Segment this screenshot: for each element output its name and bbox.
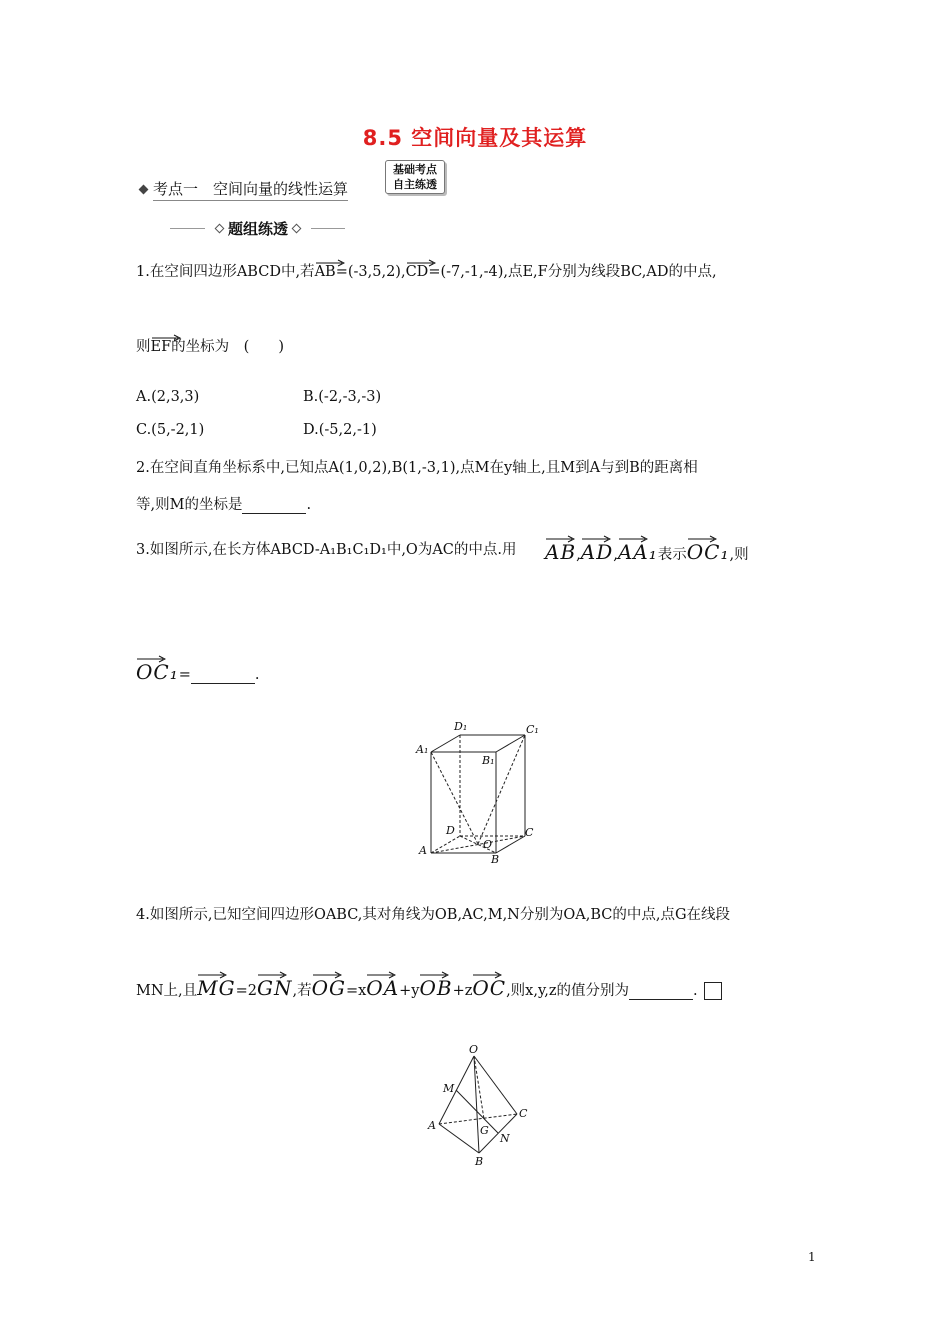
page-title: 8.5 空间向量及其运算 bbox=[362, 126, 588, 150]
q1-mid1: =(-3,5,2), bbox=[335, 264, 406, 280]
answer-blank[interactable] bbox=[242, 499, 306, 514]
label-d1: D₁ bbox=[454, 720, 468, 733]
q2-line1: 2.在空间直角坐标系中,已知点A(1,0,2),B(1,-3,1),点M在y轴上,且M到A与到B的距离相 bbox=[136, 460, 698, 476]
label-b: B bbox=[491, 853, 500, 866]
q4-p8: . bbox=[693, 983, 698, 999]
q3-prefix: 3.如图所示,在长方体ABCD-A₁B₁C₁D₁中,O为AC的中点.用 bbox=[136, 542, 517, 558]
label-a: A bbox=[419, 844, 427, 857]
label-c: C bbox=[519, 1107, 528, 1120]
q4-p3: ,若 bbox=[292, 983, 312, 999]
kaodian-text: 考点一 空间向量的线性运算 bbox=[153, 178, 348, 201]
answer-blank[interactable] bbox=[191, 669, 255, 684]
tetrahedron-figure bbox=[420, 1045, 535, 1170]
q1-line2 bbox=[136, 335, 284, 356]
badge-line1: 基础考点 bbox=[393, 163, 437, 176]
section-title: 题组练透 bbox=[228, 220, 289, 238]
vector-aa1: AA₁ bbox=[618, 540, 658, 564]
vector-ab: AB bbox=[315, 264, 336, 280]
section-heading bbox=[205, 218, 311, 239]
vector-oa: OA bbox=[366, 976, 399, 1000]
label-b: B bbox=[475, 1155, 484, 1168]
q3-line2 bbox=[136, 660, 259, 684]
diamond-icon bbox=[292, 224, 302, 234]
label-a: A bbox=[428, 1119, 436, 1132]
q4-p4: =x bbox=[345, 983, 367, 999]
q1-option-d[interactable]: D.(-5,2,-1) bbox=[303, 422, 377, 438]
checkbox[interactable] bbox=[704, 982, 722, 1000]
vector-og: OG bbox=[312, 976, 346, 1000]
label-d: D bbox=[446, 824, 455, 837]
q2-line2 bbox=[136, 493, 311, 514]
q3-eq: = bbox=[178, 667, 191, 683]
diamond-icon bbox=[139, 185, 149, 195]
q2-line2-prefix: 等,则M的坐标是 bbox=[136, 497, 243, 513]
label-g: G bbox=[480, 1124, 489, 1137]
q3-mid: 表示 bbox=[657, 547, 687, 563]
vector-mg: MG bbox=[197, 976, 235, 1000]
q4-p7: ,则x,y,z的值分别为 bbox=[506, 983, 629, 999]
q1-prefix: 1.在空间四边形ABCD中,若 bbox=[136, 264, 315, 280]
q4-line2 bbox=[136, 976, 722, 1000]
answer-blank[interactable] bbox=[629, 985, 693, 1000]
q1-option-b[interactable]: B.(-2,-3,-3) bbox=[303, 389, 382, 405]
q4-p1: MN上,且 bbox=[136, 983, 198, 999]
q4-p6: +z bbox=[452, 983, 473, 999]
cuboid-figure bbox=[410, 715, 545, 870]
q3-end: . bbox=[254, 667, 260, 683]
q1-line1 bbox=[136, 260, 717, 281]
q3-vectors: AB, AD, AA₁表示 OC₁,则 bbox=[545, 540, 749, 564]
label-b1: B₁ bbox=[482, 754, 495, 767]
q4-p2: =2 bbox=[235, 983, 257, 999]
vector-ob: OB bbox=[419, 976, 452, 1000]
label-o: O bbox=[469, 1045, 479, 1056]
vector-oc1: OC₁ bbox=[136, 660, 179, 684]
q3-line1 bbox=[136, 538, 517, 559]
q1-option-a[interactable]: A.(2,3,3) bbox=[136, 389, 200, 405]
vector-oc1: OC₁ bbox=[687, 540, 730, 564]
label-m: M bbox=[443, 1082, 455, 1095]
q1-mid2: =(-7,-1,-4),点E,F分别为线段BC,AD的中点, bbox=[428, 264, 717, 280]
vector-oc: OC bbox=[472, 976, 506, 1000]
q4-p5: +y bbox=[399, 983, 420, 999]
vector-ef: EF bbox=[151, 339, 172, 355]
level-badge bbox=[385, 160, 445, 194]
label-o: O bbox=[483, 838, 493, 851]
label-c1: C₁ bbox=[526, 723, 539, 736]
kaodian-heading bbox=[140, 178, 348, 201]
vector-gn: GN bbox=[257, 976, 292, 1000]
vector-ab: AB bbox=[545, 540, 576, 564]
vector-ad: AD bbox=[581, 540, 613, 564]
badge-line2: 自主练透 bbox=[393, 178, 437, 191]
diamond-icon bbox=[215, 224, 225, 234]
vector-cd: CD bbox=[406, 264, 429, 280]
q1-option-c[interactable]: C.(5,-2,1) bbox=[136, 422, 205, 438]
label-a1: A₁ bbox=[416, 743, 429, 756]
q1-line2-prefix: 则 bbox=[136, 339, 151, 355]
q1-line2-suffix: 的坐标为 ( ) bbox=[171, 339, 284, 355]
q3-suffix: ,则 bbox=[729, 547, 749, 563]
page-number: 1 bbox=[808, 1250, 816, 1264]
q4-line1: 4.如图所示,已知空间四边形OABC,其对角线为OB,AC,M,N分别为OA,BC的中点,点G在线段 bbox=[136, 907, 731, 923]
label-c: C bbox=[525, 826, 534, 839]
label-n: N bbox=[500, 1132, 510, 1145]
q2-line2-suffix: . bbox=[306, 497, 312, 513]
